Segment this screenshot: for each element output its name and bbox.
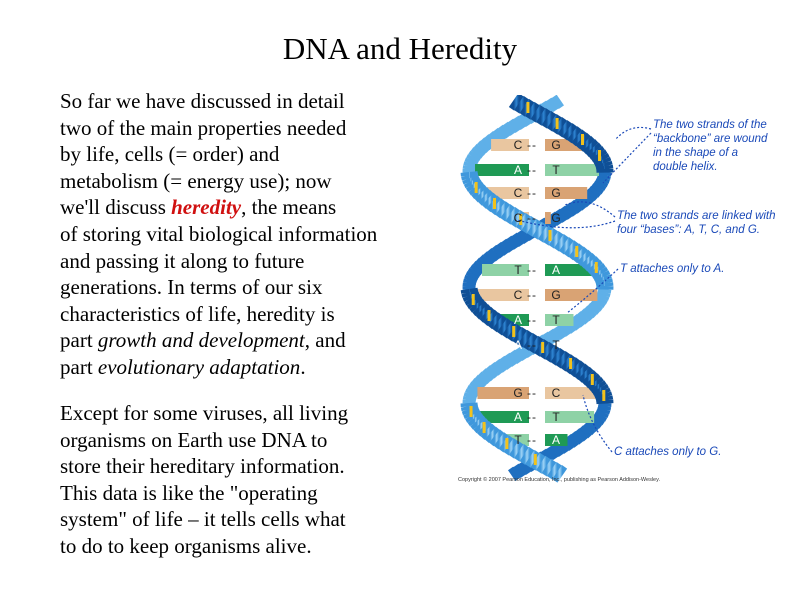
text-line <box>60 354 435 381</box>
backbone-segment <box>503 361 508 365</box>
backbone-segment <box>491 253 495 257</box>
backbone-stripe <box>512 326 515 337</box>
backbone-segment <box>500 247 505 251</box>
backbone-segment <box>497 322 502 326</box>
backbone-stripe <box>470 406 473 417</box>
backbone-segment <box>550 451 555 455</box>
backbone-segment <box>505 244 510 248</box>
backbone-segment <box>473 271 475 275</box>
backbone-segment <box>479 148 482 152</box>
base-letter: A <box>513 313 522 327</box>
text-line <box>60 194 435 221</box>
text-line: Except for some viruses, all living <box>60 401 349 425</box>
backbone-segment <box>500 208 505 212</box>
hydrogen-bond-dashes: -- <box>527 163 537 177</box>
backbone-segment <box>554 238 559 242</box>
leader-line <box>615 127 651 140</box>
backbone-stripe <box>595 262 598 273</box>
base-letter: G <box>551 288 561 302</box>
base-letter: T <box>514 433 522 447</box>
backbone-segment <box>488 256 492 260</box>
base-pair-rungs <box>475 139 599 446</box>
backbone-segment <box>599 415 601 419</box>
backbone-segment <box>522 466 527 470</box>
text-fragment: , the means <box>241 195 337 220</box>
backbone-segment <box>530 109 536 113</box>
italic-growth: growth and development <box>97 328 305 353</box>
backbone-segment <box>594 421 597 425</box>
backbone-segment <box>519 352 524 356</box>
backbone-segment <box>496 205 501 209</box>
backbone-segment <box>577 319 581 323</box>
backbone-segment <box>589 145 592 149</box>
backbone-segment <box>597 418 599 422</box>
backbone-segment <box>559 241 564 245</box>
backbone-segment <box>569 208 574 212</box>
text-line: and passing it along to future <box>60 248 305 273</box>
hydrogen-bond-dashes: -- <box>527 338 537 352</box>
backbone-segment <box>594 382 597 386</box>
hydrogen-bond-dashes: -- <box>527 386 537 400</box>
backbone-segment <box>586 259 590 263</box>
base-letter: T <box>552 410 560 424</box>
backbone-segment <box>519 103 524 107</box>
backbone-segment <box>564 244 569 248</box>
backbone-segment <box>473 388 475 392</box>
backbone-segment <box>473 415 475 419</box>
text-line: store their hereditary information. <box>60 454 345 479</box>
backbone-segment <box>519 451 524 455</box>
backbone-segment <box>603 409 604 413</box>
backbone-stripe <box>534 454 537 465</box>
backbone-segment <box>578 202 582 206</box>
backbone-segment <box>550 352 555 356</box>
backbone-segment <box>480 379 483 383</box>
backbone-segment <box>584 373 588 377</box>
backbone-segment <box>555 100 560 104</box>
backbone-segment <box>561 358 566 362</box>
annotation-line: four “bases”: A, T, C, and G. <box>617 224 760 236</box>
annotation-line: double helix. <box>653 161 718 173</box>
annotation-line: The two strands are linked with <box>617 210 776 222</box>
backbone-segment <box>532 226 538 230</box>
backbone-stripe <box>505 438 508 449</box>
backbone-segment <box>522 118 527 122</box>
backbone-stripe <box>569 358 572 369</box>
base-letter: G <box>513 386 523 400</box>
backbone-segment <box>555 448 560 452</box>
text-line: to do to keep organisms alive. <box>60 533 312 558</box>
backbone-segment <box>592 307 595 311</box>
backbone-segment <box>520 235 525 239</box>
text-fragment: . <box>300 354 306 379</box>
base-letter: A <box>513 410 522 424</box>
backbone-segment <box>590 193 593 197</box>
backbone-stripe <box>556 118 559 129</box>
backbone-segment <box>585 313 589 317</box>
backbone-segment <box>590 262 593 266</box>
backbone-segment <box>583 256 587 260</box>
base-letter: T <box>514 263 522 277</box>
backbone-segment <box>588 427 592 431</box>
backbone-segment <box>593 190 596 194</box>
backbone-segment <box>499 439 504 443</box>
backbone-segment <box>600 388 602 392</box>
text-line: characteristics of life, heredity is <box>60 301 335 326</box>
paragraph-dna-storage <box>60 400 435 560</box>
backbone-segment <box>581 316 585 320</box>
backbone-segment <box>578 253 582 257</box>
backbone-segment <box>517 469 522 473</box>
hydrogen-bond-dashes: -- <box>527 263 537 277</box>
backbone-segment <box>497 133 502 137</box>
backbone-segment <box>471 274 473 278</box>
text-line: generations. In terms of our six <box>60 275 323 300</box>
backbone-segment <box>546 466 551 470</box>
base-letter: C <box>551 386 561 400</box>
backbone-segment <box>485 142 489 146</box>
backbone-segment <box>597 385 599 389</box>
backbone-segment <box>507 127 512 131</box>
text-line: system" of life – it tells cells what <box>60 507 346 532</box>
backbone-segment <box>502 325 507 329</box>
backbone-segment <box>505 211 510 215</box>
backbone-segment <box>550 103 555 107</box>
backbone-segment <box>541 115 546 119</box>
backbone-segment <box>475 418 477 422</box>
backbone-stripe <box>526 102 529 113</box>
backbone-segment <box>507 328 512 332</box>
backbone-segment <box>589 310 592 314</box>
text-fragment: part <box>60 354 98 379</box>
backbone-segment <box>543 232 548 236</box>
backbone-segment <box>474 154 476 158</box>
backbone-segment <box>476 304 479 308</box>
backbone-segment <box>508 358 513 362</box>
base-letter: A <box>551 263 560 277</box>
backbone-segment <box>472 181 474 185</box>
backbone-segment <box>490 370 494 374</box>
backbone-segment <box>557 331 562 335</box>
highlight-heredity: heredity <box>171 195 242 220</box>
backbone-segment <box>524 454 529 458</box>
backbone-stripe <box>541 342 544 353</box>
backbone-segment <box>555 355 560 359</box>
backbone-segment <box>495 436 499 440</box>
backbone-segment <box>572 133 577 137</box>
backbone-segment <box>514 100 519 104</box>
italic-evolution: evolutionary adaptation <box>97 354 301 379</box>
backbone-stripe <box>475 182 478 193</box>
backbone-segment <box>601 412 603 416</box>
backbone-segment <box>557 472 562 476</box>
base-letter: T <box>552 338 560 352</box>
backbone-segment <box>476 151 479 155</box>
backbone-segment <box>482 145 485 149</box>
paragraph-heredity-intro <box>60 88 435 381</box>
base-letter: G <box>551 211 561 225</box>
backbone-segment <box>484 259 488 263</box>
backbone-segment <box>574 205 579 209</box>
base-letter: T <box>552 163 560 177</box>
base-letter: C <box>513 138 523 152</box>
backbone-segment <box>513 355 518 359</box>
backbone-segment <box>517 121 522 125</box>
backbone-segment <box>575 436 579 440</box>
backbone-segment <box>598 301 600 305</box>
backbone-segment <box>575 367 579 371</box>
backbone-segment <box>510 241 515 245</box>
annotation-t-attaches-a: T attaches only to A. <box>620 263 725 275</box>
backbone-segment <box>602 178 603 182</box>
backbone-stripe <box>493 198 496 209</box>
base-letter: A <box>513 338 522 352</box>
dna-double-helix-figure <box>455 95 780 490</box>
backbone-segment <box>494 367 498 371</box>
backbone-segment <box>596 187 599 191</box>
annotation-backbone <box>653 118 767 174</box>
backbone-segment <box>512 472 517 476</box>
backbone-segment <box>580 370 584 374</box>
text-line: metabolism (= energy use); now <box>60 168 332 193</box>
backbone-segment <box>570 439 575 443</box>
annotation-line: The two strands of the <box>653 119 767 131</box>
backbone-segment <box>472 157 474 161</box>
backbone-stripe <box>602 390 605 401</box>
backbone-segment <box>601 274 603 278</box>
backbone-segment <box>502 130 507 134</box>
figure-copyright: Copyright © 2007 Pearson Education, Inc., publishing as Pearson Addison-Wesley. <box>458 477 660 483</box>
hydrogen-bond-dashes: -- <box>527 138 537 152</box>
hydrogen-bond-dashes: -- <box>527 288 537 302</box>
backbone-segment <box>585 142 589 146</box>
text-fragment: , and <box>304 328 346 353</box>
backbone-segment <box>474 385 476 389</box>
annotation-line: in the shape of a <box>653 147 739 159</box>
backbone-segment <box>478 190 481 194</box>
backbone-segment <box>477 421 480 425</box>
backbone-segment <box>486 373 490 377</box>
base-letter: C <box>513 211 523 225</box>
backbone-segment <box>488 199 492 203</box>
backbone-stripe <box>575 246 578 257</box>
backbone-segment <box>480 424 483 428</box>
backbone-segment <box>579 433 583 437</box>
annotation-line: “backbone” are wound <box>653 133 768 145</box>
backbone-segment <box>562 328 567 332</box>
backbone-segment <box>599 184 601 188</box>
backbone-segment <box>512 124 517 128</box>
text-line: So far we have discussed in detail <box>60 89 345 113</box>
backbone-segment <box>567 130 572 134</box>
base-letter: C <box>513 186 523 200</box>
backbone-segment <box>562 127 567 131</box>
base-letter: G <box>551 186 561 200</box>
backbone-stripe <box>581 134 584 145</box>
backbone-segment <box>471 391 473 395</box>
text-line: of storing vital biological information <box>60 221 378 246</box>
backbone-segment <box>595 151 598 155</box>
backbone-stripe <box>548 230 551 241</box>
backbone-segment <box>470 178 471 182</box>
backbone-segment <box>546 118 551 122</box>
backbone-segment <box>595 304 598 308</box>
backbone-segment <box>479 307 482 311</box>
backbone-segment <box>569 247 574 251</box>
base-letter: A <box>513 163 522 177</box>
backbone-segment <box>482 310 485 314</box>
backbone-stripe <box>488 310 491 321</box>
backbone-segment <box>601 181 603 185</box>
backbone-segment <box>584 430 588 434</box>
text-line: This data is like the "operating <box>60 480 318 505</box>
backbone-segment <box>552 469 557 473</box>
text-line: organisms on Earth use DNA to <box>60 427 328 452</box>
backbone-segment <box>478 265 481 269</box>
backbone-stripe <box>483 422 486 433</box>
backbone-stripe <box>472 294 475 305</box>
base-letter: T <box>552 313 560 327</box>
slide-title: DNA and Heredity <box>282 31 518 66</box>
base-letter: A <box>551 433 560 447</box>
backbone-segment <box>592 148 595 152</box>
hydrogen-bond-dashes: -- <box>527 433 537 447</box>
backbone-segment <box>537 229 543 233</box>
hydrogen-bond-dashes: -- <box>527 410 537 424</box>
backbone-segment <box>477 382 480 386</box>
base-letter: C <box>513 288 523 302</box>
text-fragment: we'll discuss <box>60 195 172 220</box>
backbone-segment <box>499 364 504 368</box>
text-line: two of the main properties needed <box>60 115 347 140</box>
backbone-segment <box>496 250 501 254</box>
backbone-segment <box>564 211 569 215</box>
backbone-segment <box>484 196 488 200</box>
text-line: by life, cells (= order) and <box>60 142 280 167</box>
backbone-segment <box>588 376 592 380</box>
backbone-segment <box>490 433 494 437</box>
backbone-segment <box>483 376 487 380</box>
text-line <box>60 327 435 354</box>
backbone-segment <box>493 319 497 323</box>
backbone-stripe <box>598 150 601 161</box>
backbone-segment <box>599 271 601 275</box>
annotation-bases <box>617 209 776 237</box>
annotation-c-attaches-g: C attaches only to G. <box>614 446 722 458</box>
backbone-segment <box>514 448 519 452</box>
backbone-segment <box>535 112 541 116</box>
backbone-segment <box>515 238 520 242</box>
backbone-stripe <box>591 374 594 385</box>
backbone-segment <box>600 298 602 302</box>
backbone-segment <box>486 430 490 434</box>
hydrogen-bond-dashes: -- <box>527 211 537 225</box>
text-fragment: part <box>60 328 98 353</box>
backbone-segment <box>577 136 581 140</box>
backbone-segment <box>481 193 484 197</box>
backbone-segment <box>475 268 478 272</box>
backbone-segment <box>602 295 603 299</box>
hydrogen-bond-dashes: -- <box>527 186 537 200</box>
base-letter: G <box>551 138 561 152</box>
backbone-segment <box>541 463 546 467</box>
hydrogen-bond-dashes: -- <box>527 313 537 327</box>
